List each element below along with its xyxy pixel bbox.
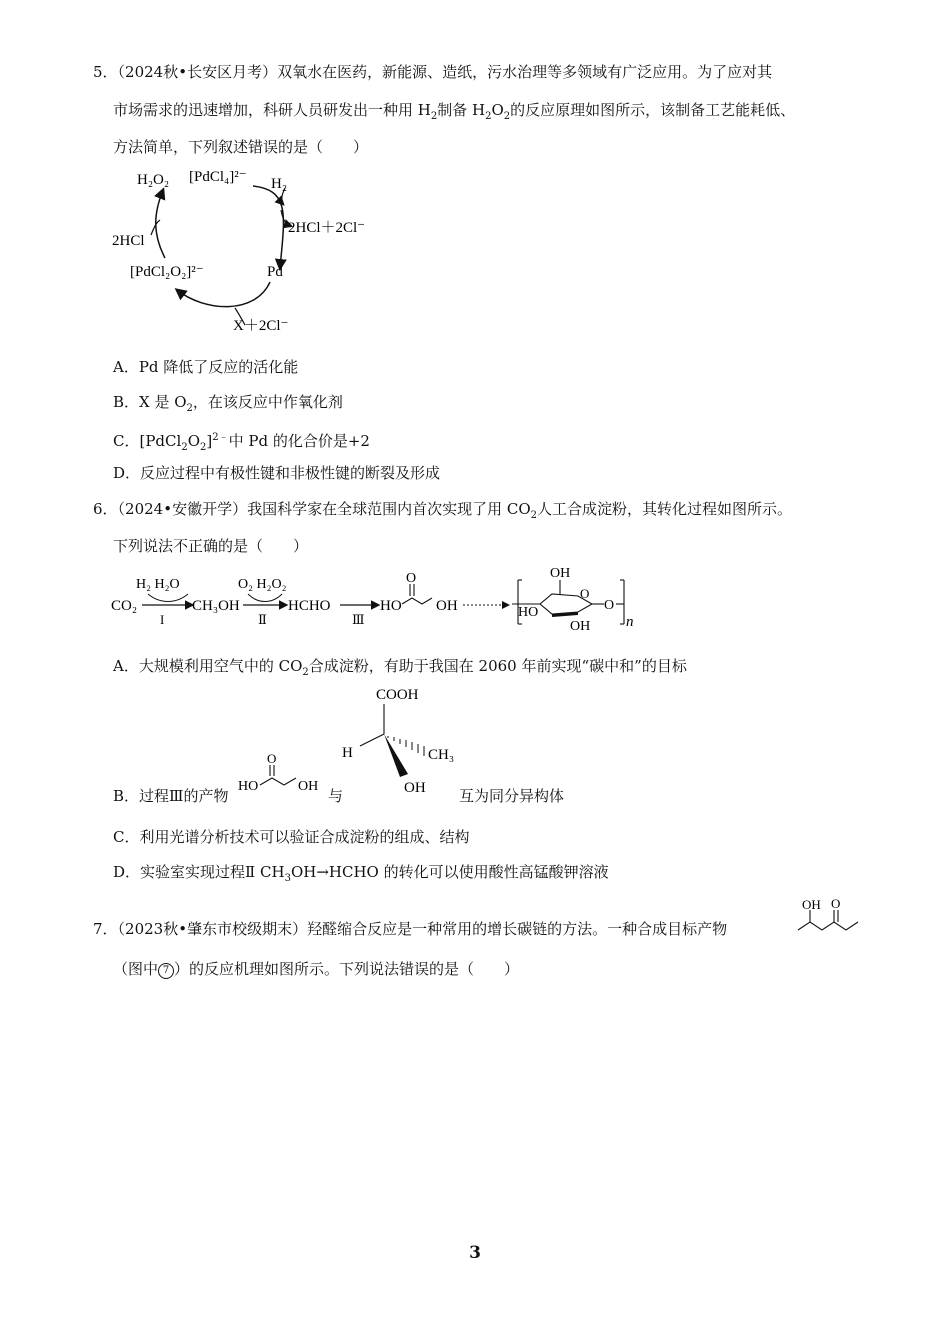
q7-number: 7． <box>93 920 118 938</box>
q5-option-d: D．反应过程中有极性键和非极性键的断裂及形成 <box>113 464 441 482</box>
svg-text:Ⅱ: Ⅱ <box>258 612 267 627</box>
q5-source: （2024秋•长安区月考） <box>117 63 278 81</box>
svg-text:HO: HO <box>238 779 259 794</box>
q6-option-b-end: 互为同分异构体 <box>459 787 565 805</box>
svg-text:O₂ H₂O₂: O₂ H₂O₂ <box>238 577 287 592</box>
svg-text:CH₃OH: CH₃OH <box>192 598 240 614</box>
svg-text:H₂ H₂O: H₂ H₂O <box>136 577 180 592</box>
circled-number: 7 <box>158 963 174 979</box>
label-x-in: X＋2Cl⁻ <box>233 318 289 334</box>
q6-option-b-mid: 与 <box>328 787 344 805</box>
q6-option-b-molecule-dha <box>238 752 330 802</box>
q6-option-b-molecule-lactic-acid <box>338 684 463 799</box>
q7-target-product-molecule <box>796 896 862 940</box>
cycle-arc-left <box>156 190 165 258</box>
q6-number: 6． <box>93 500 118 518</box>
cycle-arc-bottom <box>177 282 270 307</box>
label-h2o2: H₂O₂ <box>137 172 170 188</box>
label-pdcl4: [PdCl₄]²⁻ <box>189 169 247 185</box>
q7-line2: （图中 7 ）的反应机理如图所示。下列说法错误的是（ ） <box>113 960 520 978</box>
q5-option-a: A．Pd 降低了反应的活化能 <box>113 358 299 376</box>
q7-source: （2023秋•肇东市校级期末） <box>117 920 308 938</box>
svg-text:COOH: COOH <box>376 687 419 703</box>
svg-text:OH: OH <box>436 598 458 614</box>
svg-text:HCHO: HCHO <box>288 598 331 614</box>
label-hcl-in: 2HCl <box>112 233 145 249</box>
svg-text:O: O <box>604 598 615 613</box>
svg-text:O: O <box>580 586 590 601</box>
svg-text:OH: OH <box>404 780 426 796</box>
q6-option-b: B．过程Ⅲ的产物 <box>113 787 229 805</box>
svg-text:OH: OH <box>550 566 571 581</box>
q6-line2: 下列说法不正确的是（ ） <box>113 537 309 555</box>
svg-text:OH: OH <box>298 779 319 794</box>
svg-text:HO: HO <box>380 598 402 614</box>
svg-text:OH: OH <box>570 619 591 634</box>
svg-text:OH: OH <box>802 897 821 912</box>
svg-text:Ⅲ: Ⅲ <box>352 612 365 627</box>
svg-text:H: H <box>342 745 353 761</box>
label-pd: Pd <box>267 264 283 280</box>
page-number: 3 <box>469 1243 481 1263</box>
label-hcl-out: 2HCl＋2Cl⁻ <box>288 220 366 236</box>
q6-starch-synthesis-scheme <box>108 560 648 635</box>
svg-text:CH₃: CH₃ <box>428 747 455 763</box>
q6-source: （2024•安徽开学） <box>117 500 248 518</box>
label-pdcl2o2: [PdCl₂O₂]²⁻ <box>130 264 204 280</box>
q6-line1: 6．（2024•安徽开学）我国科学家在全球范围内首次实现了用 $CO_2$人工合成淀粉，其转化过程如图所示。 <box>93 500 793 521</box>
svg-text:CO₂: CO₂ <box>111 598 138 614</box>
q6-option-d: D．实验室实现过程Ⅱ $CH_3OH\to HCHO$ 的转化可以使用酸性高锰酸钾溶液 <box>113 863 609 884</box>
q5-number: 5． <box>93 63 118 81</box>
q5-catalytic-cycle-diagram <box>105 160 405 340</box>
q5-option-b: B．X 是 $O_2$，在该反应中作氧化剂 <box>113 393 343 414</box>
q6-option-a: A．大规模利用空气中的 $CO_2$合成淀粉，有助于我国在 2060 年前实现“碳中和”的目标 <box>113 657 687 678</box>
q7-line1: 7．（2023秋•肇东市校级期末）羟醛缩合反应是一种常用的增长碳链的方法。一种合成目标产物 <box>93 920 728 938</box>
q6-option-c: C．利用光谱分析技术可以验证合成淀粉的组成、结构 <box>113 828 470 846</box>
q5-line1: 5．（2024秋•长安区月考）双氧水在医药，新能源、造纸，污水治理等多领域有广泛应用。为了应对其 <box>93 63 773 81</box>
svg-text:O: O <box>831 896 841 911</box>
svg-text:O: O <box>267 752 277 766</box>
q5-option-c: C．$[PdCl_2O_2]^{2﹣}$中 Pd 的化合价是+2 <box>113 432 370 453</box>
q5-line3: 方法简单，下列叙述错误的是（ ） <box>113 138 369 156</box>
label-h2: H₂ <box>271 176 288 192</box>
q5-line2: 市场需求的迅速增加，科研人员研发出一种用 $H_2$制备 $H_2O_2$的反应原理如图所示，该制备工艺能耗低、 <box>113 101 796 122</box>
svg-text:n: n <box>626 614 634 630</box>
svg-text:O: O <box>406 571 417 586</box>
svg-text:HO: HO <box>518 605 539 620</box>
svg-text:I: I <box>160 612 165 627</box>
cycle-arc-right <box>253 186 283 268</box>
